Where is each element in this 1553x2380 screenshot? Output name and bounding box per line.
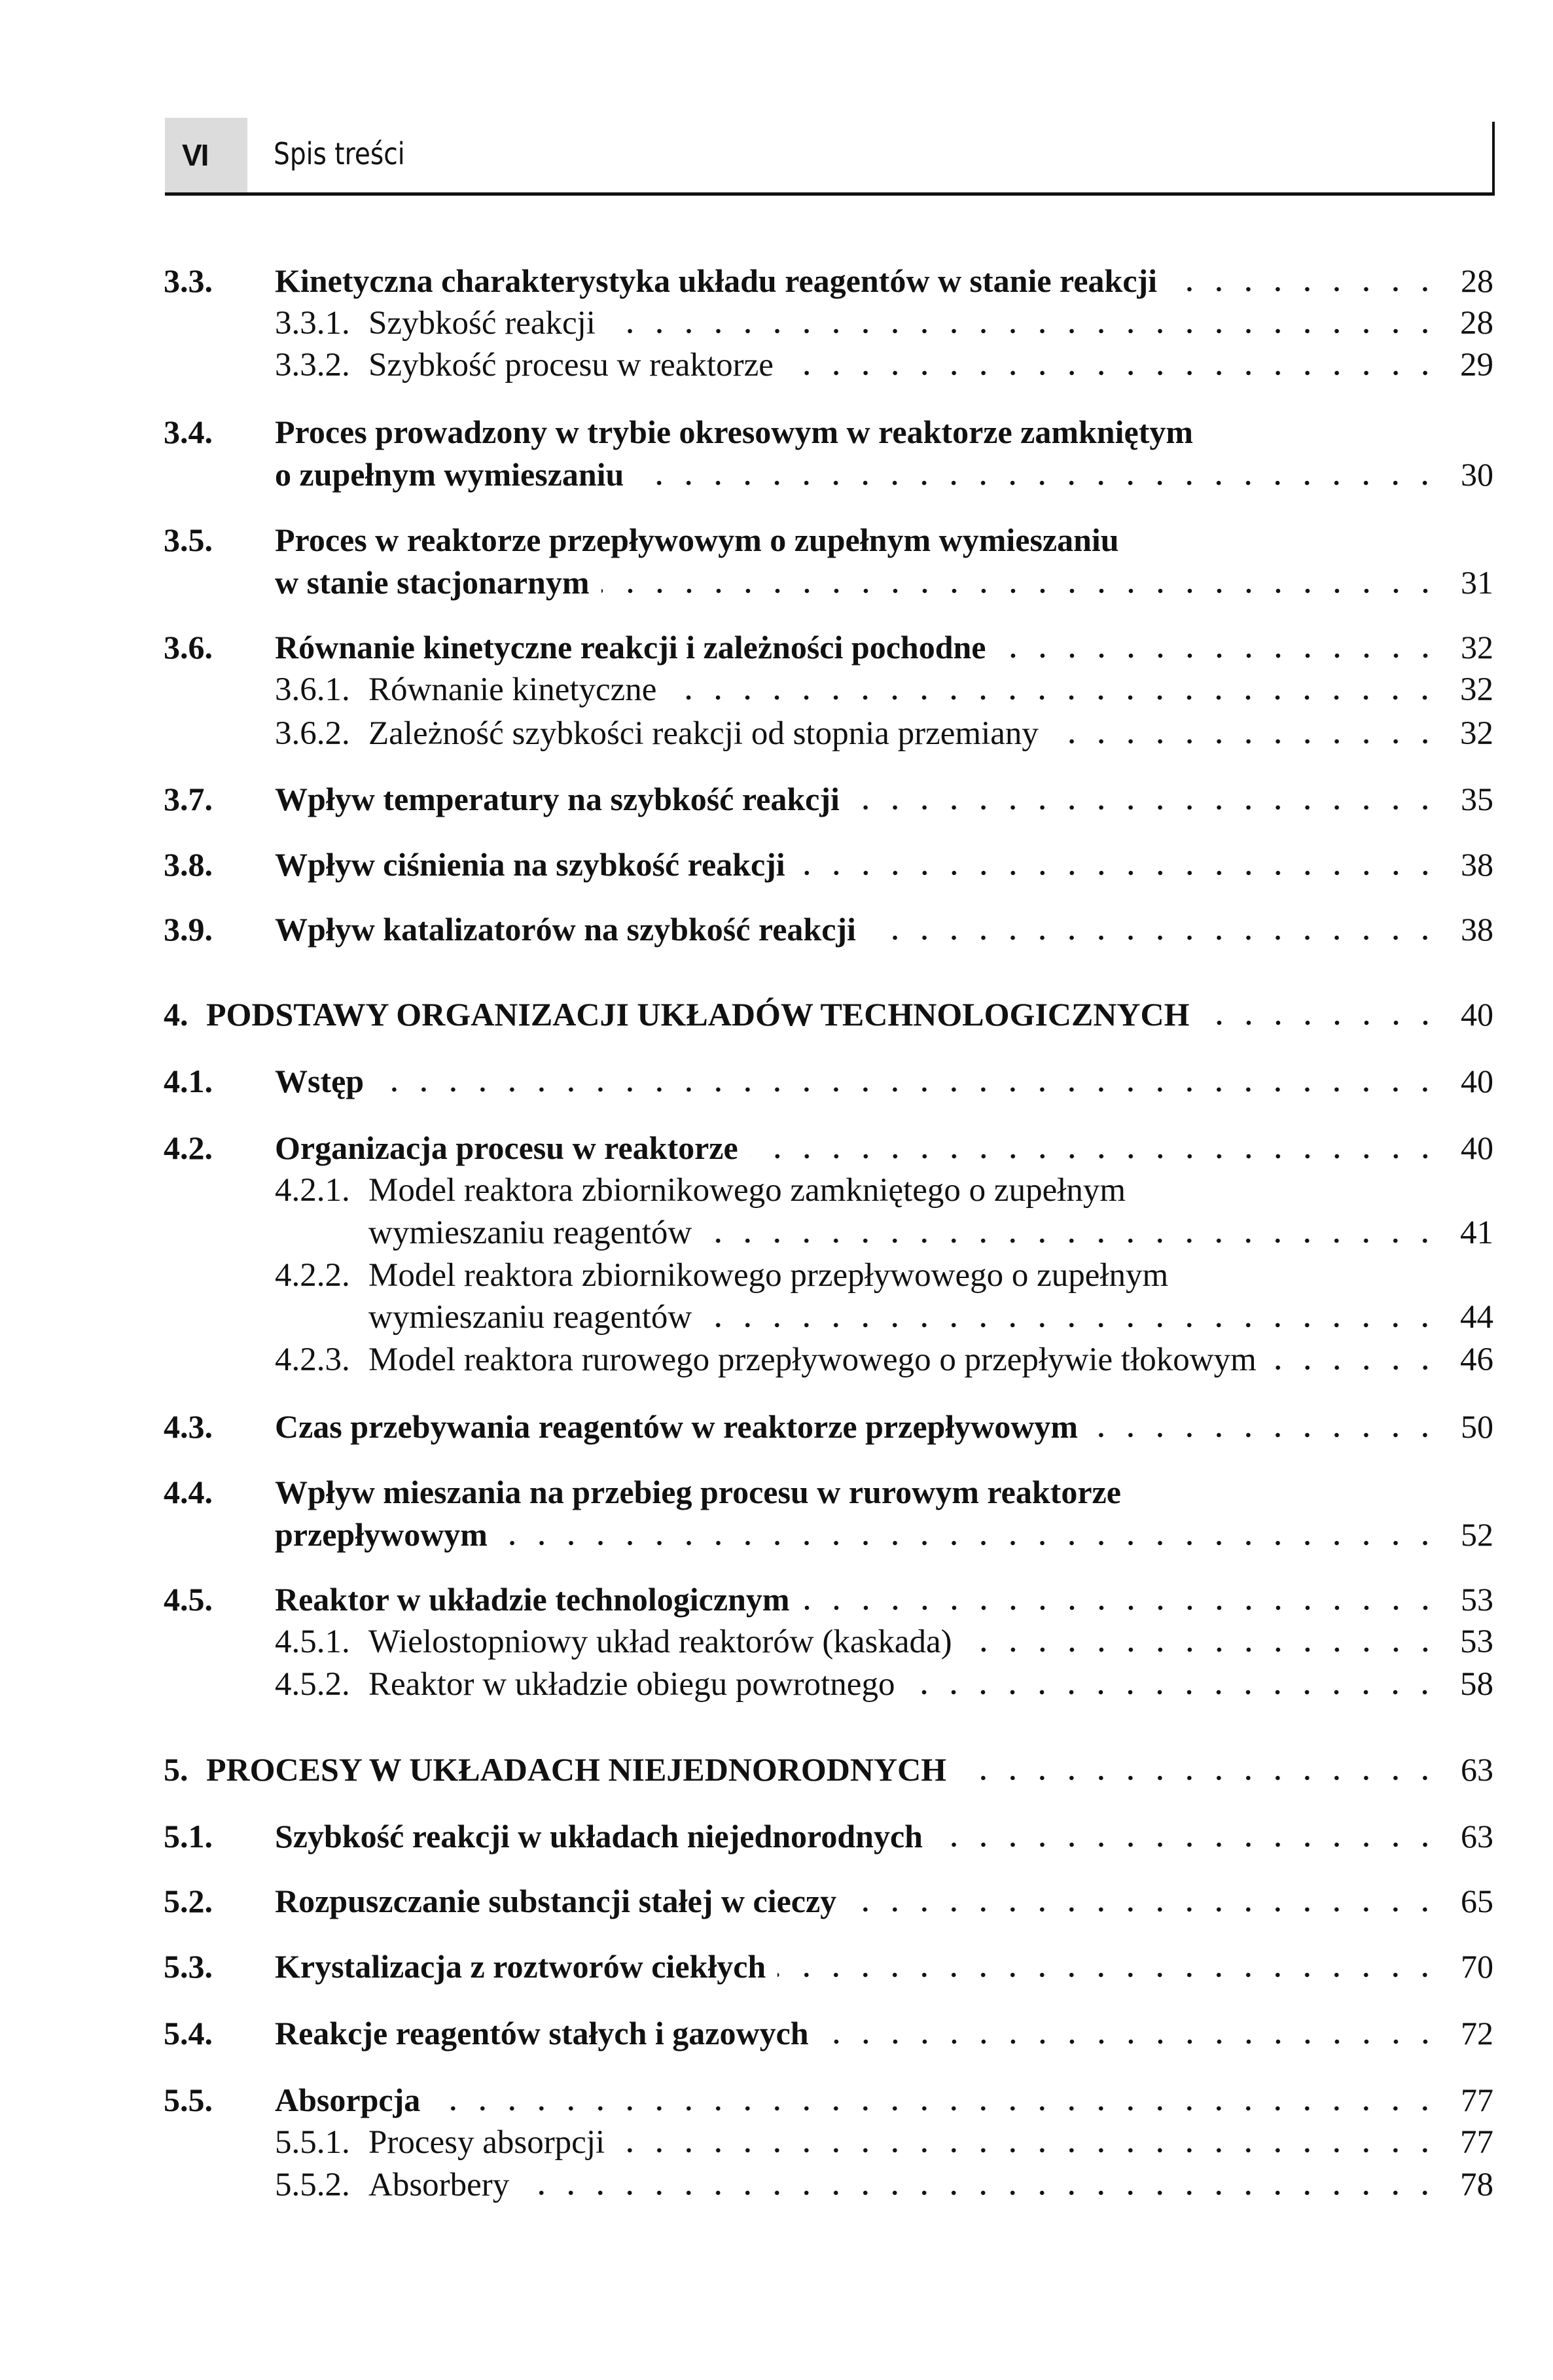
toc-entry-number: 4.2.2. — [275, 1257, 350, 1294]
toc-entry-title: Równanie kinetyczne — [368, 671, 657, 708]
toc-entry-page: 77 — [1461, 2082, 1493, 2118]
toc-entry-title: Reaktor w układzie obiegu powrotnego — [368, 1666, 895, 1703]
toc-entry[interactable] — [164, 520, 1493, 559]
toc-entry[interactable] — [275, 670, 1493, 709]
toc-entry-number: 5.1. — [164, 1818, 213, 1855]
toc-entry-page: 29 — [1460, 347, 1493, 383]
dot-leader — [432, 2106, 1440, 2111]
toc-entry-number: 3.9. — [164, 911, 213, 948]
toc-entry[interactable] — [164, 1580, 1493, 1619]
header-vertical-rule — [1492, 122, 1495, 195]
toc-entry-title: Model reaktora zbiornikowego zamkniętego o zupełnym — [368, 1172, 1126, 1209]
toc-entry[interactable] — [275, 714, 1493, 753]
dot-leader — [964, 1647, 1440, 1652]
toc-entry-title: Model reaktora rurowego przepływowego o przepływie tłokowym — [368, 1341, 1257, 1378]
toc-entry-title: Proces w reaktorze przepływowym o zupełnym wymieszaniu — [275, 522, 1119, 558]
toc-entry-number: 4.3. — [164, 1408, 213, 1445]
toc-entry-title: Wpływ temperatury na szybkość reakcji — [275, 781, 840, 817]
toc-entry-number: 3.3.1. — [275, 305, 350, 342]
dot-leader — [1090, 1432, 1440, 1438]
toc-entry-page: 72 — [1461, 2015, 1493, 2051]
toc-entry-number: 4.5. — [164, 1581, 213, 1618]
toc-entry-page: 38 — [1461, 911, 1493, 948]
toc-entry[interactable] — [275, 2165, 1493, 2205]
toc-entry[interactable] — [275, 455, 1493, 494]
toc-entry[interactable] — [164, 1407, 1493, 1446]
dot-leader — [1169, 287, 1440, 292]
toc-entry[interactable] — [164, 845, 1493, 884]
toc-entry-page: 70 — [1461, 1948, 1493, 1985]
toc-entry-page: 65 — [1461, 1883, 1493, 1919]
toc-entry-number: 4.5.1. — [275, 1624, 350, 1660]
dot-leader — [802, 1605, 1440, 1610]
toc-entry-title: Kinetyczna charakterystyka układu reagentów w stanie reakcji — [275, 262, 1158, 299]
toc-entry-page: 78 — [1460, 2167, 1493, 2203]
toc-entry[interactable] — [164, 2080, 1493, 2120]
toc-entry-number: 3.6.1. — [275, 671, 350, 708]
toc-entry-page: 63 — [1461, 1751, 1493, 1788]
toc-entry-number: 5.3. — [164, 1948, 213, 1985]
dot-leader — [1202, 1020, 1440, 1025]
dot-leader — [785, 370, 1440, 376]
toc-entry-number: 4.2. — [164, 1129, 213, 1166]
toc-entry-number: 4.4. — [164, 1474, 213, 1510]
toc-entry-page: 52 — [1461, 1516, 1493, 1553]
dot-leader — [821, 2039, 1440, 2044]
toc-entry-number: 4.1. — [164, 1063, 213, 1099]
toc-entry-title: Organizacja procesu w reaktorze — [275, 1129, 738, 1166]
dot-leader — [521, 2190, 1440, 2195]
toc-entry-page: 50 — [1461, 1408, 1493, 1445]
dot-leader — [906, 1690, 1440, 1695]
toc-entry-title: PROCESY W UKŁADACH NIEJEDNORODNYCH — [206, 1751, 947, 1788]
toc-entry-page: 41 — [1460, 1215, 1493, 1251]
toc-entry[interactable] — [164, 1881, 1493, 1921]
toc-entry-page: 58 — [1460, 1666, 1493, 1703]
toc-entry[interactable] — [275, 1340, 1493, 1379]
toc-entry-page: 53 — [1460, 1624, 1493, 1660]
toc-entry-title: Czas przebywania reagentów w reaktorze przepływowym — [275, 1408, 1079, 1445]
toc-entry-number: 4.5.2. — [275, 1666, 350, 1703]
toc-entry-page: 32 — [1460, 715, 1493, 752]
toc-entry[interactable] — [164, 1817, 1493, 1856]
toc-entry-title: w stanie stacjonarnym — [275, 564, 590, 601]
toc-entry-number: 5. — [164, 1751, 188, 1788]
toc-entry-title: Model reaktora zbiornikowego przepływowego o zupełnym — [368, 1257, 1169, 1294]
toc-entry[interactable] — [164, 779, 1493, 819]
toc-entry-page: 38 — [1461, 846, 1493, 883]
dot-leader — [1268, 1365, 1440, 1370]
toc-entry-number: 3.4. — [164, 414, 213, 450]
dot-leader — [499, 1540, 1440, 1546]
toc-entry[interactable] — [275, 2123, 1493, 2162]
toc-entry-title: Absorpcja — [275, 2082, 421, 2118]
toc-entry-number: 5.2. — [164, 1883, 213, 1919]
dot-leader — [958, 1775, 1440, 1781]
toc-entry-title: Proces prowadzony w trybie okresowym w reaktorze zamkniętym — [275, 414, 1194, 450]
toc-entry-title: Zależność szybkości reakcji od stopnia przemiany — [368, 715, 1039, 752]
toc-entry-title: Absorbery — [368, 2167, 510, 2203]
dot-leader — [851, 805, 1440, 810]
toc-entry[interactable] — [164, 1128, 1493, 1167]
dot-leader — [1050, 739, 1440, 744]
toc-entry-title: o zupełnym wymieszaniu — [275, 456, 624, 493]
toc-entry[interactable] — [164, 1750, 1493, 1789]
toc-entry-title: Reakcje reagentów stałych i gazowych — [275, 2015, 809, 2051]
toc-entry[interactable] — [164, 412, 1493, 452]
toc-entry[interactable] — [275, 1171, 1493, 1210]
header-page-number: VI — [182, 138, 208, 172]
toc-entry[interactable] — [275, 1665, 1493, 1704]
dot-leader — [616, 2148, 1440, 2153]
toc-entry-number: 4.2.1. — [275, 1172, 350, 1209]
header-title: Spis treści — [274, 136, 405, 171]
dot-leader — [750, 1154, 1440, 1159]
toc-entry-number: 4. — [164, 996, 188, 1033]
toc-entry-number: 3.6.2. — [275, 715, 350, 752]
toc-entry[interactable] — [275, 346, 1493, 385]
toc-entry-title: wymieszaniu reagentów — [368, 1215, 692, 1251]
toc-entry-page: 40 — [1461, 996, 1493, 1033]
toc-entry-title: Wpływ ciśnienia na szybkość reakcji — [275, 846, 785, 883]
toc-entry-title: Wielostopniowy układ reaktorów (kaskada) — [368, 1624, 952, 1660]
dot-leader — [868, 935, 1440, 940]
toc-entry-number: 3.3.2. — [275, 347, 350, 383]
dot-leader — [704, 1238, 1440, 1243]
dot-leader — [607, 329, 1440, 334]
toc-entry-page: 46 — [1460, 1341, 1493, 1378]
dot-leader — [777, 1972, 1440, 1978]
dot-leader — [998, 653, 1440, 658]
toc-entry[interactable] — [275, 563, 1493, 602]
toc-entry-title: Równanie kinetyczne reakcji i zależności pochodne — [275, 629, 986, 666]
toc-entry-number: 5.5.1. — [275, 2124, 350, 2161]
toc-entry-number: 5.5. — [164, 2082, 213, 2118]
toc-entry[interactable] — [275, 1515, 1493, 1554]
toc-entry[interactable] — [164, 1061, 1493, 1101]
dot-leader — [376, 1087, 1440, 1092]
dot-leader — [848, 1907, 1440, 1912]
dot-leader — [797, 870, 1440, 876]
toc-entry-number: 3.7. — [164, 781, 213, 817]
toc-entry-page: 53 — [1461, 1581, 1493, 1618]
toc-entry-title: Wpływ katalizatorów na szybkość reakcji — [275, 911, 856, 948]
toc-entry-page: 32 — [1460, 671, 1493, 708]
toc-entry[interactable] — [164, 995, 1493, 1034]
dot-leader — [601, 588, 1440, 594]
toc-entry[interactable] — [368, 1213, 1493, 1252]
toc-entry-title: Szybkość procesu w reaktorze — [368, 347, 774, 383]
toc-entry-title: Szybkość reakcji — [368, 305, 596, 342]
toc-entry-number: 3.5. — [164, 522, 213, 558]
toc-entry[interactable] — [275, 304, 1493, 343]
toc-entry-title: Wstęp — [275, 1063, 365, 1099]
toc-entry-title: Procesy absorpcji — [368, 2124, 605, 2161]
toc-entry-title: Szybkość reakcji w układach niejednorodnych — [275, 1818, 923, 1855]
toc-entry-number: 3.3. — [164, 262, 213, 299]
dot-leader — [935, 1842, 1440, 1847]
toc-entry-title: Rozpuszczanie substancji stałej w cieczy — [275, 1883, 837, 1919]
toc-entry-number: 3.6. — [164, 629, 213, 666]
toc-entry[interactable] — [164, 628, 1493, 667]
dot-leader — [704, 1323, 1440, 1328]
toc-entry-page: 28 — [1461, 262, 1493, 299]
toc-entry[interactable] — [164, 1472, 1493, 1512]
toc-entry-page: 31 — [1461, 564, 1493, 601]
toc-entry-page: 63 — [1461, 1818, 1493, 1855]
toc-entry[interactable] — [368, 1298, 1493, 1337]
toc-entry[interactable] — [275, 1622, 1493, 1661]
toc-entry-page: 77 — [1460, 2124, 1493, 2161]
toc-entry-title: Krystalizacja z roztworów ciekłych — [275, 1948, 766, 1985]
toc-entry[interactable] — [164, 261, 1493, 300]
toc-entry-page: 30 — [1461, 456, 1493, 493]
header-rule — [165, 192, 1495, 196]
toc-entry[interactable] — [164, 1947, 1493, 1986]
toc-entry[interactable] — [164, 910, 1493, 949]
toc-entry-number: 5.4. — [164, 2015, 213, 2051]
toc-entry-page: 40 — [1461, 1129, 1493, 1166]
toc-entry-page: 40 — [1461, 1063, 1493, 1099]
toc-entry-title: PODSTAWY ORGANIZACJI UKŁADÓW TECHNOLOGICZNYCH — [206, 996, 1190, 1033]
toc-entry-page: 28 — [1460, 305, 1493, 342]
toc-entry-title: przepływowym — [275, 1516, 488, 1553]
toc-entry-title: Wpływ mieszania na przebieg procesu w rurowym reaktorze — [275, 1474, 1121, 1510]
toc-entry-title: wymieszaniu reagentów — [368, 1299, 692, 1336]
toc-entry-number: 3.8. — [164, 846, 213, 883]
toc-entry-page: 44 — [1460, 1299, 1493, 1336]
toc-entry-number: 5.5.2. — [275, 2167, 350, 2203]
toc-entry[interactable] — [275, 1256, 1493, 1295]
toc-entry-page: 32 — [1461, 629, 1493, 666]
dot-leader — [635, 480, 1440, 486]
dot-leader — [668, 695, 1440, 700]
toc-entry-number: 4.2.3. — [275, 1341, 350, 1378]
toc-entry[interactable] — [164, 2014, 1493, 2053]
toc-entry-page: 35 — [1461, 781, 1493, 817]
toc-entry-title: Reaktor w układzie technologicznym — [275, 1581, 790, 1618]
